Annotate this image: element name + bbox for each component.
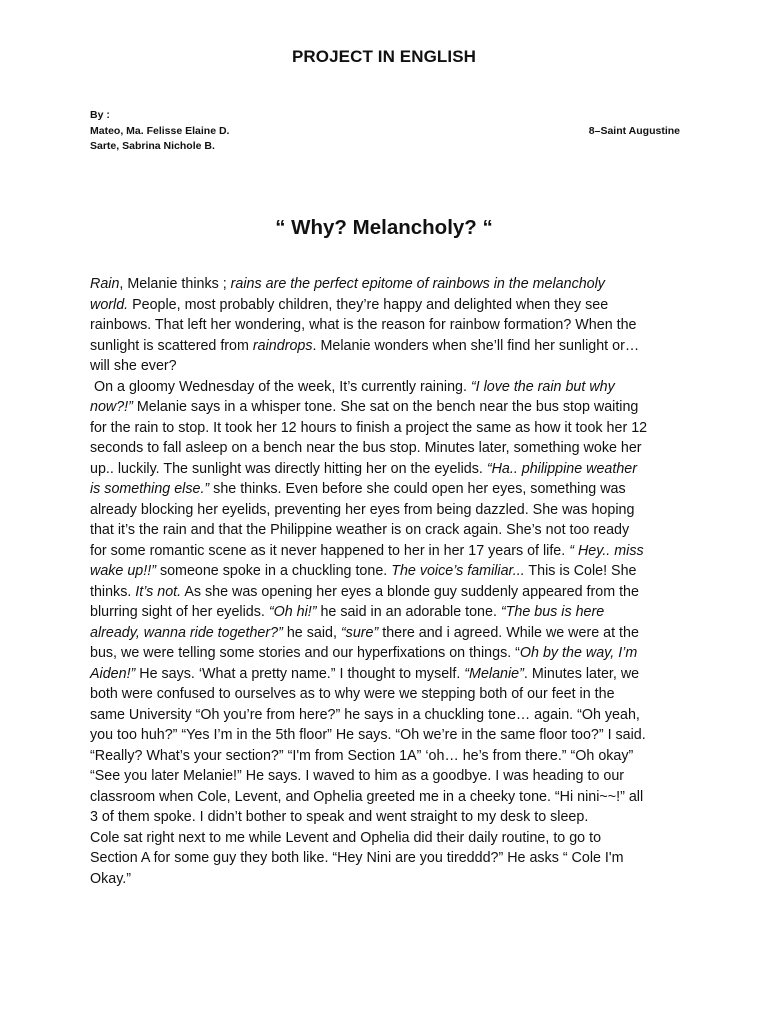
body-line	[90, 397, 690, 418]
italic-text: is something else.”	[90, 481, 210, 497]
body-line	[90, 274, 690, 295]
body-line	[90, 766, 690, 787]
body-line	[90, 500, 690, 521]
body-text-segment: thinks.	[90, 583, 136, 600]
body-text-segment: This is Cole! She	[524, 563, 637, 579]
body-text-segment: that it’s the rain and that the Philippine weather is on crack again. She’s not too ready	[90, 522, 630, 538]
body-text-segment: . Minutes later, we	[523, 665, 640, 682]
body-line	[90, 315, 690, 336]
author-row	[90, 124, 680, 140]
body-text-segment: someone spoke in a chuckling tone.	[155, 563, 392, 579]
italic-text: raindrops	[252, 337, 313, 354]
body-line	[90, 623, 690, 644]
body-text-segment: Section A for some guy they both like. “Hey Nini are you tireddd?” He asks “ Cole I'm	[90, 850, 624, 866]
body-line	[90, 828, 690, 849]
body-text-segment: “Really? What’s your section?” “I'm from Section 1A” ‘oh… he’s from there.” “Oh okay”	[90, 747, 634, 764]
body-text-segment: classroom when Cole, Levent, and Ophelia greeted me in a cheeky tone. “Hi nini~~!” all	[90, 788, 644, 805]
body-text-segment: he said in an adorable tone.	[316, 604, 501, 620]
body-line	[90, 479, 690, 500]
italic-text: “I love the rain but why	[470, 378, 615, 395]
italic-text: Rain	[90, 276, 120, 292]
italic-text: Oh by the way, I’m	[519, 645, 638, 661]
body-text-segment: there and i agreed. While we were at the	[378, 624, 639, 641]
body-text-segment: seconds to fall asleep on a bench near the bus stop. Minutes later, something woke her	[90, 440, 642, 456]
body-line	[90, 807, 690, 828]
italic-text: already, wanna ride together?”	[90, 624, 283, 641]
body-line	[90, 848, 690, 869]
body-line	[90, 520, 690, 541]
body-text-segment: “See you later Melanie!” He says. I waved to him as a goodbye. I was heading to our	[90, 768, 625, 784]
body-text-segment: rainbows. That left her wondering, what is the reason for rainbow formation? When the	[90, 317, 637, 333]
body-text-segment: up.. luckily. The sunlight was directly hitting her on the eyelids.	[90, 460, 487, 477]
author-name: Mateo, Ma. Felisse Elaine D.	[90, 124, 230, 137]
body-text-segment: He says. ‘What a pretty name.” I thought to myself.	[135, 665, 465, 682]
document-title: PROJECT IN ENGLISH	[291, 47, 477, 66]
body-line	[90, 684, 690, 705]
body-text-segment: bus, we were telling some stories and our hyperfixations on things. “	[90, 645, 520, 661]
body-text-segment: 3 of them spoke. I didn’t bother to speak and went straight to my desk to sleep.	[90, 809, 589, 825]
body-line	[90, 356, 690, 377]
author-block	[90, 108, 680, 155]
italic-text: “Melanie”	[464, 665, 524, 682]
body-line	[90, 705, 690, 726]
italic-text: It’s not.	[135, 583, 182, 600]
body-line	[90, 418, 690, 439]
italic-text: wake up!!”	[90, 563, 156, 579]
body-line	[90, 643, 690, 664]
body-text-segment: you too huh?” “Yes I’m in the 5th floor” He says. “Oh we’re in the same floor too?” I said.	[90, 727, 646, 743]
body-text-segment: will she ever?	[90, 358, 177, 374]
body-text-segment: . Melanie wonders when she’ll find her sunlight or…	[312, 337, 640, 354]
body-text-segment: already blocking her eyelids, preventing her eyes from being dazzled. She was hoping	[90, 501, 635, 518]
body-text-segment: both were confused to ourselves as to why were we stepping both of our feet in the	[90, 686, 615, 702]
body-line	[90, 664, 690, 685]
body-text-segment: People, most probably children, they’re happy and delighted when they see	[128, 296, 609, 313]
body-line	[90, 377, 690, 398]
body-text-segment: for some romantic scene as it never happened to her in her 17 years of life.	[90, 542, 570, 559]
italic-text: “Ha.. philippine weather	[486, 460, 638, 477]
italic-text: The voice’s familiar...	[391, 563, 525, 579]
body-text-segment: Okay.”	[90, 870, 132, 887]
body-line	[90, 295, 690, 316]
italic-text: “ Hey.. miss	[569, 542, 644, 559]
author-name: Sarte, Sabrina Nichole B.	[90, 140, 215, 152]
italic-text: “Oh hi!”	[268, 604, 317, 620]
body-text-segment: for the rain to stop. It took her 12 hours to finish a project the same as how it took her 12	[90, 419, 648, 436]
class-section: 8–Saint Augustine	[588, 124, 680, 137]
body-text-segment: same University “Oh you’re from here?” he says in a chuckling tone… again. “Oh yeah,	[90, 706, 640, 723]
italic-text: world.	[90, 296, 129, 313]
body-text-segment: she thinks. Even before she could open her eyes, something was	[209, 481, 626, 497]
italic-text: Aiden!”	[90, 665, 136, 682]
body-text-segment: As she was opening her eyes a blonde guy suddenly appeared from the	[181, 583, 639, 600]
body-line	[90, 787, 690, 808]
body-text-segment: On a gloomy Wednesday of the week, It’s currently raining.	[90, 378, 471, 395]
body-line	[90, 459, 690, 480]
body-text-segment: Melanie says in a whisper tone. She sat on the bench near the bus stop waiting	[132, 399, 639, 415]
body-line	[90, 725, 690, 746]
body-line	[90, 561, 690, 582]
body-text-segment: sunlight is scattered from	[90, 337, 253, 354]
italic-text: “sure”	[340, 624, 379, 641]
italic-text: rains are the perfect epitome of rainbows in the melancholy	[230, 276, 605, 292]
by-label: By :	[90, 109, 110, 121]
body-text-segment: blurring sight of her eyelids.	[90, 604, 269, 620]
body-line	[90, 602, 690, 623]
body-line	[90, 438, 690, 459]
story-title: “ Why? Melancholy? “	[275, 216, 493, 239]
body-line	[90, 582, 690, 603]
body-line	[90, 869, 690, 890]
body-text-segment: Cole sat right next to me while Levent and Ophelia did their daily routine, to go to	[90, 829, 602, 846]
body-text-segment: , Melanie thinks ;	[119, 276, 231, 292]
body-line	[90, 746, 690, 767]
italic-text: “The bus is here	[500, 604, 605, 620]
body-line	[90, 541, 690, 562]
story-body	[90, 274, 690, 889]
body-text-segment: he said,	[282, 624, 341, 641]
body-line	[90, 336, 690, 357]
italic-text: now?!”	[90, 399, 133, 415]
